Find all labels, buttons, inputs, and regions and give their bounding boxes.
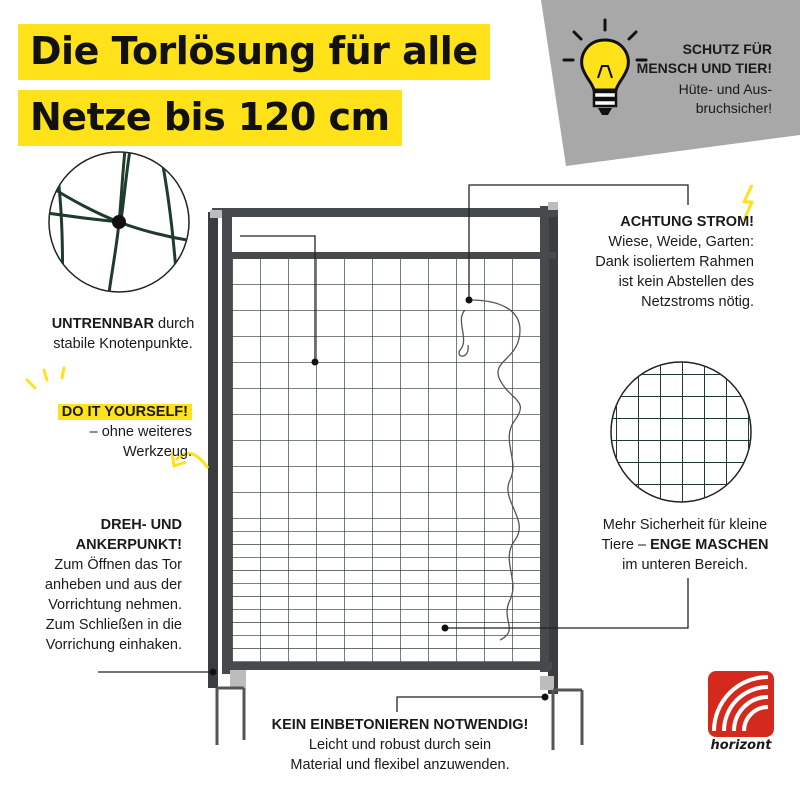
mesh-zoom-circle	[600, 350, 770, 520]
knot-zoom-circle	[40, 150, 200, 300]
callout-strom: ACHTUNG STROM! Wiese, Weide, Garten: Dank isoliertem Rahmen ist kein Abstellen des Netzstroms nötig.	[595, 214, 754, 310]
brand-name: horizont	[710, 738, 772, 753]
corner-title: SCHUTZ FÜR MENSCH UND TIER!	[636, 41, 772, 76]
headline-line-2: Netze bis 120 cm	[18, 90, 402, 146]
horizont-logo	[708, 671, 774, 737]
callout-untrennbar: UNTRENNBAR durch stabile Knotenpunkte.	[51, 316, 195, 352]
callout-beton: KEIN EINBETONIEREN NOTWENDIG! Leicht und robust durch sein Material und flexibel anzuwenden.	[271, 717, 529, 773]
callout-maschen: Mehr Sicherheit für kleine Tiere – ENGE MASCHEN im unteren Bereich.	[601, 517, 769, 573]
callout-diy: DO IT YOURSELF! – ohne weiteres Werkzeug.	[20, 402, 192, 462]
corner-subtitle: Hüte- und Aus- bruchsicher!	[678, 81, 772, 116]
headline-line-1: Die Torlösung für alle	[18, 24, 490, 80]
callout-dreh: DREH- UND ANKERPUNKT! Zum Öffnen das Tor anheben und aus der Vorrichtung nehmen. Zum Schließen in die Vorrichung einhaken.	[44, 517, 182, 653]
